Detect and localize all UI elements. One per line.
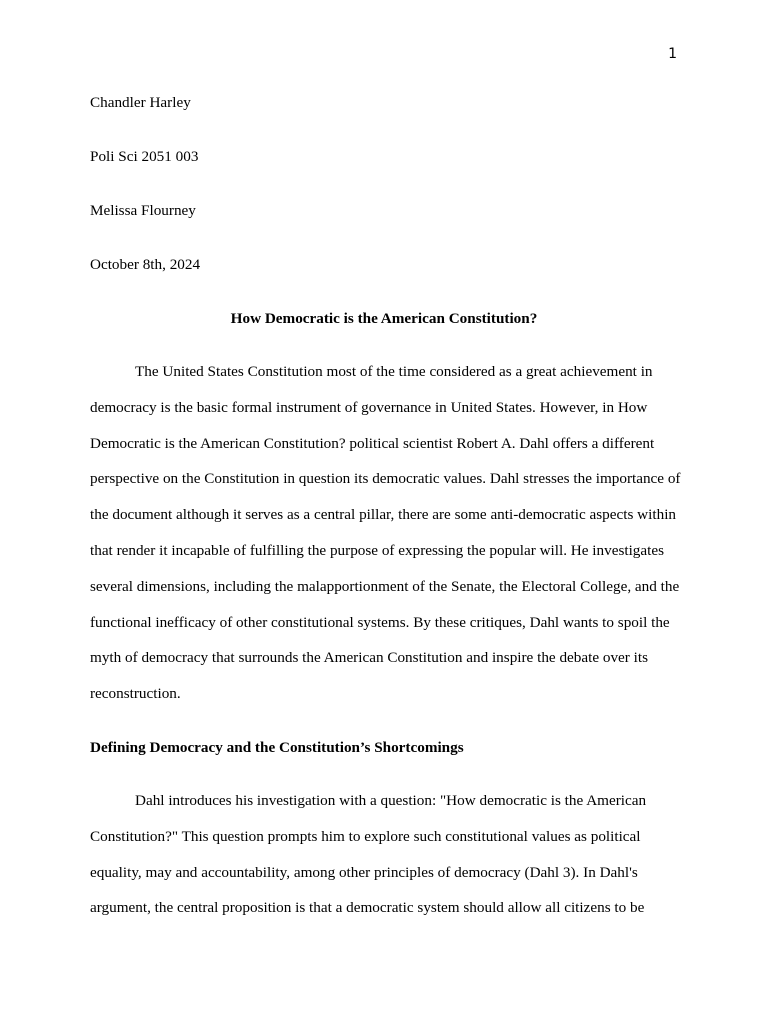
paragraph-line: argument, the central proposition is that a democratic system should allow all citizens to be (90, 899, 645, 917)
student-name: Chandler Harley (90, 94, 191, 111)
instructor-name: Melissa Flourney (90, 202, 196, 219)
paragraph-line: several dimensions, including the malapportionment of the Senate, the Electoral College, and the (90, 577, 680, 595)
document-body (90, 85, 681, 926)
paragraph-line: reconstruction. (90, 685, 181, 703)
paragraph-line: the document although it serves as a central pillar, there are some anti-democratic aspects within (90, 506, 677, 524)
essay-title: How Democratic is the American Constitution? (230, 310, 538, 327)
paragraph-line: myth of democracy that surrounds the American Constitution and inspire the debate over its (90, 649, 649, 667)
section-paragraph (90, 783, 678, 926)
paragraph-line: Constitution?" This question prompts him to explore such constitutional values as political (90, 827, 641, 845)
document-date: October 8th, 2024 (90, 256, 201, 273)
paragraph-line: The United States Constitution most of the time considered as a great achievement in (135, 363, 653, 380)
section-heading: Defining Democracy and the Constitution’s Shortcomings (90, 738, 464, 756)
intro-paragraph (90, 354, 681, 712)
paragraph-line: equality, may and accountability, among other principles of democracy (Dahl 3). In Dahl's (90, 863, 638, 881)
page-number: 1 (668, 46, 677, 62)
paragraph-line: that render it incapable of fulfilling the purpose of expressing the popular will. He investigates (90, 541, 665, 559)
paragraph-line: perspective on the Constitution in question its democratic values. Dahl stresses the importance of (90, 470, 681, 488)
paragraph-line: functional inefficacy of other constitutional systems. By these critiques, Dahl wants to spoil the (90, 613, 670, 631)
course-name: Poli Sci 2051 003 (90, 148, 199, 165)
paragraph-line: democracy is the basic formal instrument of governance in United States. However, in How (90, 398, 648, 416)
paragraph-line: Dahl introduces his investigation with a question: "How democratic is the American (135, 791, 647, 809)
paragraph-line: Democratic is the American Constitution? political scientist Robert A. Dahl offers a different (90, 434, 655, 452)
